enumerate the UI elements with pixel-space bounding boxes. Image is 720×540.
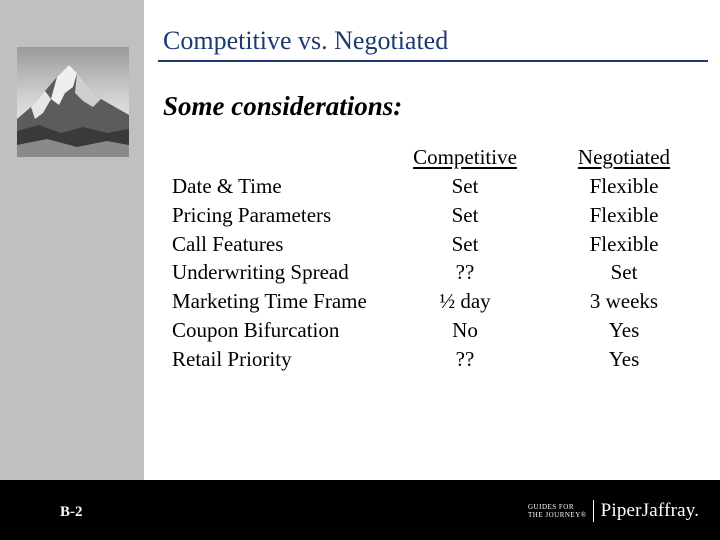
row-negotiated-value: Flexible <box>589 174 659 198</box>
row-competitive-value: Set <box>451 174 479 198</box>
row-competitive-value: ½ day <box>439 289 491 313</box>
logo-tagline-line1: GUIDES FOR <box>528 503 575 511</box>
mountain-photo <box>17 47 129 157</box>
row-negotiated-value: Flexible <box>589 203 659 227</box>
header-competitive: Competitive <box>413 145 517 169</box>
row-competitive-value: Set <box>451 232 479 256</box>
slide-subtitle: Some considerations: <box>163 91 403 121</box>
row-label: Marketing Time Frame <box>172 289 367 313</box>
row-competitive-value: Set <box>451 203 479 227</box>
row-negotiated-value: 3 weeks <box>589 289 659 313</box>
row-label: Call Features <box>172 232 284 256</box>
footer-bar <box>0 480 720 540</box>
row-negotiated-value: Yes <box>608 347 640 371</box>
header-negotiated: Negotiated <box>577 145 671 169</box>
row-competitive-value: ?? <box>455 260 475 284</box>
piper-jaffray-logo <box>528 498 699 524</box>
row-label: Underwriting Spread <box>172 260 349 284</box>
logo-tagline <box>528 503 587 519</box>
row-label: Date & Time <box>172 174 282 198</box>
row-label: Retail Priority <box>172 347 292 371</box>
row-label: Pricing Parameters <box>172 203 332 227</box>
row-negotiated-value: Set <box>610 260 638 284</box>
logo-divider <box>593 500 594 522</box>
page-number: B-2 <box>60 504 83 520</box>
row-negotiated-value: Yes <box>608 318 640 342</box>
slide-title: Competitive vs. Negotiated <box>163 26 449 55</box>
row-negotiated-value: Flexible <box>589 232 659 256</box>
row-label: Coupon Bifurcation <box>172 318 340 342</box>
row-competitive-value: ?? <box>455 347 475 371</box>
logo-brand: PiperJaffray. <box>600 500 700 521</box>
title-underline-rule <box>158 60 708 62</box>
logo-tagline-line2: THE JOURNEY® <box>528 511 587 519</box>
row-competitive-value: No <box>452 318 478 342</box>
